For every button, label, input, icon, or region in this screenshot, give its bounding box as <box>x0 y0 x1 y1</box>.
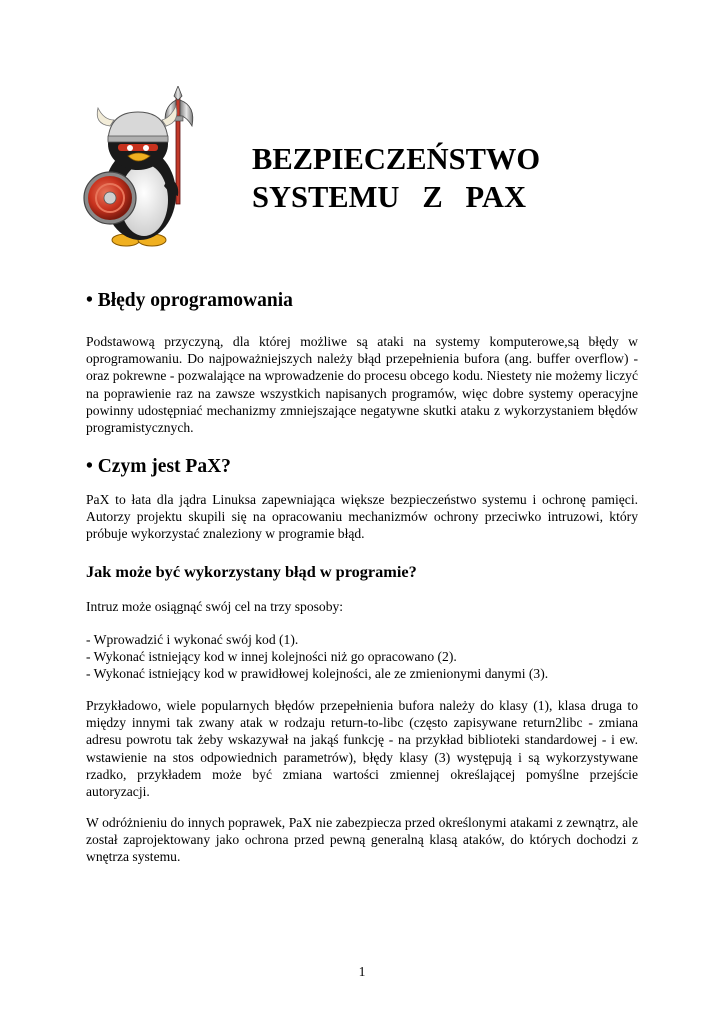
document-title <box>252 140 540 216</box>
page-number: 1 <box>358 964 366 979</box>
list-item: - Wykonać istniejący kod w prawidłowej kolejności, ale ze zmienionymi danymi (3). <box>86 666 549 681</box>
pax-penguin-logo-icon <box>80 86 198 248</box>
list-item: - Wprowadzić i wykonać swój kod (1). <box>86 632 299 647</box>
intro-text: Intruz może osiągnąć swój cel na trzy sposoby: <box>86 599 344 614</box>
section-paragraph-bledy: Podstawową przyczyną, dla której możliwe są ataki na systemy komputerowe,są błędy w oprogramowaniu. Do najpoważniejszych należy błąd przepełnienia bufora (ang. buffer overflow) - oraz pokrewne - pozwalające na wprowadzenie do procesu obcego kodu. Niestety nie możemy liczyć na poprawienie raz na zawsze wszystkich napisanych programów, więc dobre systemy operacyjne powinny udostępniać mechanizmy zmniejszające negatywne skutki ataku z wykorzystaniem błędów programistycznych. <box>86 334 638 436</box>
comparison-paragraph: W odróżnieniu do innych poprawek, PaX nie zabezpiecza przed określonymi atakami z zewnątrz, ale został zaprojektowany jako ochrona przed pewną generalną klasą ataków, do których dochodzi z wnętrza systemu. <box>86 815 638 865</box>
section-heading-bledy: • Błędy oprogramowania <box>86 290 293 311</box>
list-item: - Wykonać istniejący kod w innej kolejności niż go opracowano (2). <box>86 649 457 664</box>
section-heading-czym-jest-pax: • Czym jest PaX? <box>86 456 231 477</box>
title-line-2: SYSTEMU Z PAX <box>252 180 526 214</box>
title-line-1: BEZPIECZEŃSTWO <box>252 142 541 176</box>
section-paragraph-czym-jest-pax: PaX to łata dla jądra Linuksa zapewniająca większe bezpieczeństwo systemu i ochronę pamięci. Autorzy projektu skupili się na opracowaniu mechanizmów ochrony przeciwko intruzowi, który próbuje wykorzystać znaleziony w programie błąd. <box>86 492 638 542</box>
subsection-heading-wykorzystanie: Jak może być wykorzystany błąd w programie? <box>86 562 417 581</box>
example-paragraph: Przykładowo, wiele popularnych błędów przepełnienia bufora należy do klasy (1), klasa druga to między innymi tak zwany atak w rodzaju return-to-libc (często zapisywane return2libc - zmiana adresu powrotu tak żeby wskazywał na jakąś funkcję - na przykład biblioteki standardowej - i ew. wstawienie na stos odpowiednich parametrów), błędy klasy (3) występują i są wykorzystywane rzadko, przykładem może być zmiana wartości zmiennej określającej pomyślne przejście autoryzacji. <box>86 698 638 800</box>
